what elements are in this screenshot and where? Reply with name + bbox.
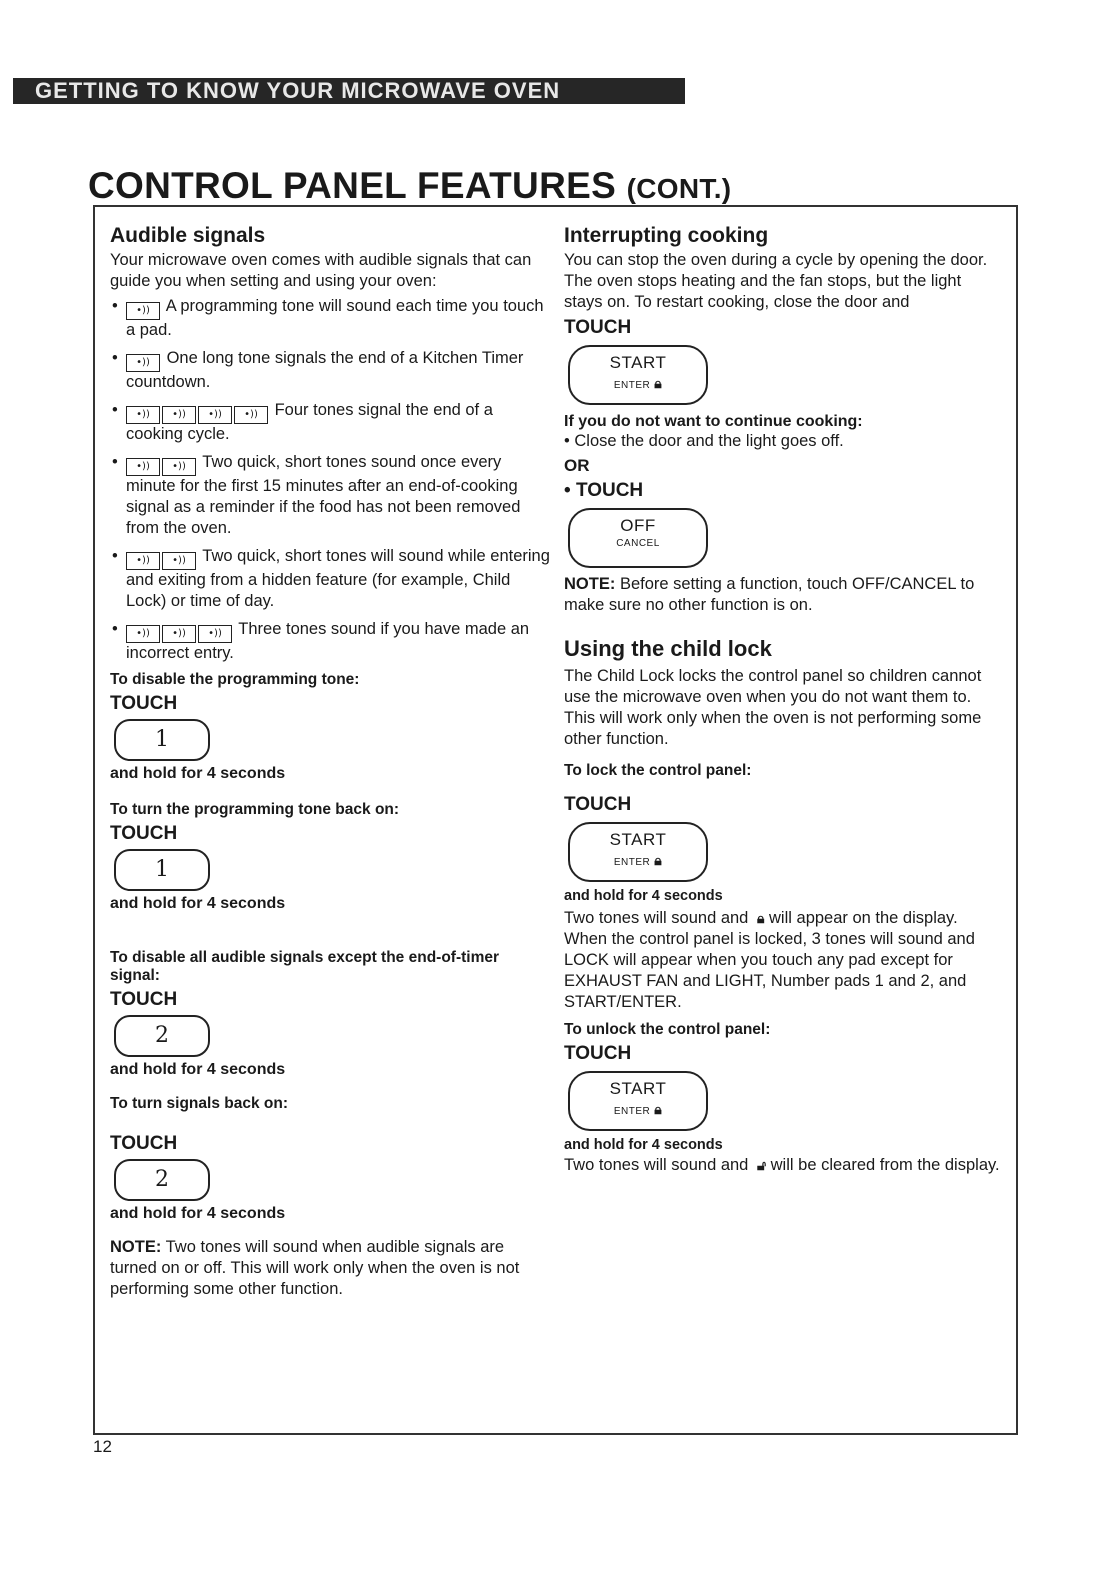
- tone-bullet-text: A programming tone will sound each time you touch a pad.: [126, 297, 544, 339]
- interrupting-body: You can stop the oven during a cycle by opening the door. The oven stops heating and the fan stops, but the light stays on. To restart cooking, close the door and: [564, 251, 988, 311]
- touch-label: TOUCH: [110, 1133, 178, 1154]
- note-text: Two tones will sound when audible signals are turned on or off. This will work only when the oven is not performing some other function.: [110, 1238, 520, 1298]
- touch-label: TOUCH: [564, 317, 632, 338]
- touch-label: TOUCH: [564, 1043, 632, 1064]
- disable-all-label: To disable all audible signals except the end-of-timer signal:: [110, 949, 500, 984]
- no-continue-label: If you do not want to continue cooking:: [564, 413, 863, 430]
- left-column: [110, 224, 550, 1300]
- speaker-tone-icon: •)): [126, 302, 160, 320]
- enable-all-label: To turn signals back on:: [110, 1095, 288, 1112]
- enter-label: ENTER 🔒︎: [613, 852, 663, 868]
- tone-bullet: [110, 619, 550, 664]
- speaker-tone-icon: •)): [126, 552, 160, 570]
- disable-prog-label: To disable the programming tone:: [110, 671, 360, 688]
- lock-icon: 🔒︎: [654, 1101, 663, 1117]
- speaker-tone-icon: •)): [126, 458, 160, 476]
- speaker-tone-icon: •)): [162, 406, 196, 424]
- right-column: [564, 224, 1004, 1176]
- tone-bullet-text: One long tone signals the end of a Kitchen Timer countdown.: [126, 349, 524, 391]
- start-enter-pad[interactable]: [568, 345, 708, 405]
- lock-icon: 🔒︎: [756, 910, 765, 926]
- lock-icon: 🔒︎: [654, 375, 663, 391]
- speaker-tone-icon: •)): [198, 625, 232, 643]
- page-title-cont: (CONT.): [626, 173, 732, 204]
- speaker-tone-icon: •)): [162, 552, 196, 570]
- hold-instruction: and hold for 4 seconds: [110, 765, 286, 782]
- tone-bullet: [110, 546, 550, 612]
- number-pad-2[interactable]: 2: [114, 1159, 210, 1201]
- speaker-tone-icon: •)): [162, 458, 196, 476]
- speaker-tone-icon: •)): [126, 354, 160, 372]
- audible-note: [110, 1237, 550, 1300]
- tone-bullet: [110, 348, 550, 393]
- tone-bullet-text: Two quick, short tones sound once every minute for the first 15 minutes after an end-of-cooking signal as a reminder if the food has not been removed from the oven.: [126, 453, 521, 537]
- unlock-icon: 🔓︎: [756, 1157, 767, 1173]
- interrupting-heading: Interrupting cooking: [564, 224, 769, 247]
- hold-instruction: and hold for 4 seconds: [110, 1205, 286, 1222]
- interrupting-note: [564, 574, 1004, 616]
- child-lock-heading: Using the child lock: [564, 636, 772, 661]
- speaker-tone-icon: •)): [162, 625, 196, 643]
- number-pad-1[interactable]: 1: [114, 719, 210, 761]
- tone-bullet-text: Three tones sound if you have made an incorrect entry.: [126, 620, 530, 662]
- section-banner: GETTING TO KNOW YOUR MICROWAVE OVEN: [13, 78, 685, 104]
- lock-icon: 🔒︎: [654, 852, 663, 868]
- note-label: NOTE:: [564, 575, 616, 593]
- tone-bullet: [110, 452, 550, 539]
- note-text: Before setting a function, touch OFF/CANCEL to make sure no other function is on.: [564, 575, 975, 614]
- start-label: START: [609, 1079, 667, 1098]
- start-label: START: [609, 830, 667, 849]
- or-label: OR: [564, 456, 590, 475]
- hold-instruction: and hold for 4 seconds: [110, 895, 286, 912]
- note-label: NOTE:: [110, 1238, 162, 1256]
- lock-result: Two tones will sound and 🔒︎ will appear on the display. When the control panel is locked, 3 tones will sound and LOCK will appear when you touch any pad except for EXHAUST FAN and LIGHT, Number pads 1 and 2, and START/ENTER.: [564, 909, 975, 1011]
- touch-label: TOUCH: [110, 989, 178, 1010]
- speaker-tone-icon: •)): [198, 406, 232, 424]
- hold-instruction: and hold for 4 seconds: [110, 1061, 286, 1078]
- tone-list: [110, 296, 550, 664]
- page-title: [88, 165, 731, 207]
- start-enter-pad[interactable]: [568, 822, 708, 882]
- number-pad-2[interactable]: 2: [114, 1015, 210, 1057]
- enable-prog-label: To turn the programming tone back on:: [110, 801, 400, 818]
- audible-signals-heading: Audible signals: [110, 224, 266, 247]
- touch-label: TOUCH: [110, 693, 178, 714]
- touch-label: TOUCH: [110, 823, 178, 844]
- unlock-label: To unlock the control panel:: [564, 1021, 771, 1038]
- unlock-result: Two tones will sound and 🔓︎ will be cleared from the display.: [564, 1156, 1000, 1174]
- enter-label: ENTER 🔒︎: [613, 1101, 663, 1117]
- tone-bullet-text: Four tones signal the end of a cooking cycle.: [126, 401, 493, 443]
- hold-instruction: and hold for 4 seconds: [564, 1137, 723, 1153]
- touch-label: • TOUCH: [564, 480, 644, 501]
- speaker-tone-icon: •)): [126, 625, 160, 643]
- tone-bullet-text: Two quick, short tones will sound while entering and exiting from a hidden feature (for example, Child Lock) or time of day.: [126, 547, 550, 610]
- close-door-bullet: • Close the door and the light goes off.: [564, 432, 844, 450]
- audible-intro: Your microwave oven comes with audible signals that can guide you when setting and using your oven:: [110, 251, 532, 290]
- enter-label: ENTER 🔒︎: [613, 375, 663, 391]
- start-enter-pad[interactable]: [568, 1071, 708, 1131]
- speaker-tone-icon: •)): [234, 406, 268, 424]
- hold-instruction: and hold for 4 seconds: [564, 888, 723, 904]
- start-label: START: [609, 353, 667, 372]
- touch-label: TOUCH: [564, 794, 632, 815]
- speaker-tone-icon: •)): [126, 406, 160, 424]
- tone-bullet: [110, 400, 550, 445]
- cancel-label: CANCEL: [616, 538, 660, 549]
- lock-label: To lock the control panel:: [564, 762, 752, 779]
- tone-bullet: [110, 296, 550, 341]
- page-title-main: CONTROL PANEL FEATURES: [88, 165, 617, 206]
- off-label: OFF: [620, 516, 656, 535]
- off-cancel-pad[interactable]: [568, 508, 708, 568]
- page-number: 12: [93, 1437, 112, 1456]
- child-lock-body: The Child Lock locks the control panel so children cannot use the microwave oven when you do not want them to. This will work only when the oven is not performing some other function.: [564, 667, 982, 748]
- number-pad-1[interactable]: 1: [114, 849, 210, 891]
